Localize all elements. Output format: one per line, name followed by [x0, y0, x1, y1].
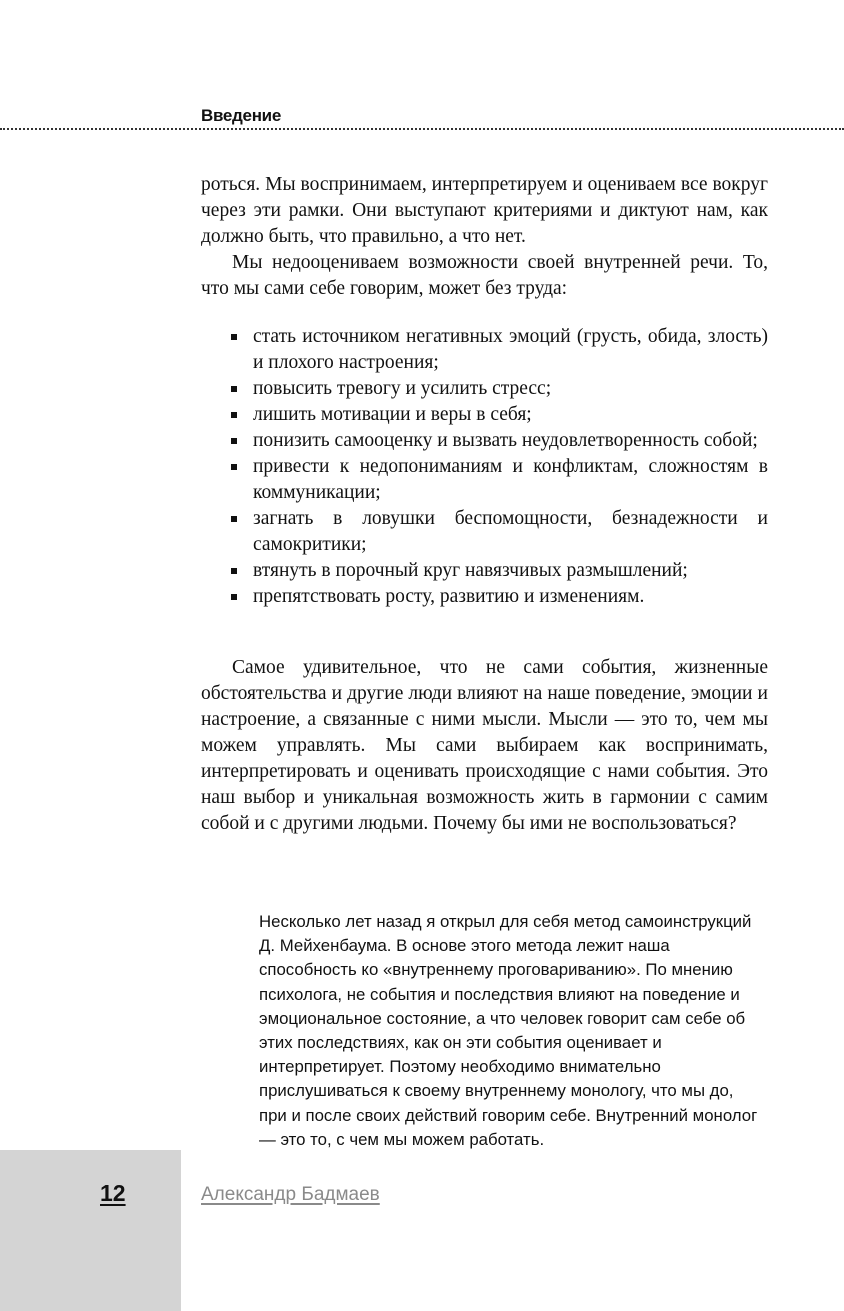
list-item: [201, 428, 768, 454]
bullet-icon: [231, 386, 237, 392]
bullet-icon: [231, 334, 237, 340]
list-item: [201, 376, 768, 402]
bullet-icon: [231, 568, 237, 574]
list-item: [201, 324, 768, 376]
header-divider: [0, 128, 844, 130]
list-item: [201, 584, 768, 610]
list-item-text: привести к недопониманиям и конфликтам, сложностям в коммуникации;: [253, 456, 768, 503]
bullet-icon: [231, 412, 237, 418]
list-item: [201, 558, 768, 584]
list-item: [201, 402, 768, 428]
list-item-text: втянуть в порочный круг навязчивых размышлений;: [253, 560, 688, 581]
list-item-text: загнать в ловушки беспомощности, безнадежности и самокритики;: [253, 508, 768, 555]
list-item-text: понизить самооценку и вызвать неудовлетворенность собой;: [253, 430, 758, 451]
paragraph-1: роться. Мы воспринимаем, интерпретируем и оцениваем все вокруг через эти рамки. Они выступают критериями и диктуют нам, как должно быть, что правильно, а что нет.: [201, 174, 768, 247]
list-item: [201, 506, 768, 558]
author-name: Александр Бадмаев: [201, 1184, 380, 1205]
page-number: 12: [100, 1180, 126, 1206]
paragraph-2: Мы недооцениваем возможности своей внутренней речи. То, что мы сами себе говорим, может без труда:: [201, 252, 768, 299]
bullet-icon: [231, 464, 237, 470]
list-item: [201, 454, 768, 506]
bullet-icon: [231, 438, 237, 444]
bullet-icon: [231, 594, 237, 600]
list-item-text: повысить тревогу и усилить стресс;: [253, 378, 552, 399]
list-item-text: препятствовать росту, развитию и изменениям.: [253, 586, 645, 607]
bullet-icon: [231, 516, 237, 522]
quote-block: Несколько лет назад я открыл для себя метод самоинструкций Д. Мейхенбаума. В основе этого метода лежит наша способность ко «внутреннему проговариванию». По мнению психолога, не события и последствия влияют на поведение и эмоциональное состояние, а что человек говорит сам себе об этих последствиях, как он эти события оценивает и интерпретирует. Поэтому необходимо внимательно прислушиваться к своему внутреннему монологу, что мы до, при и после своих действий говорим себе. Внутренний монолог — это то, с чем мы можем работать.: [259, 912, 758, 1149]
bullet-list: [201, 324, 768, 610]
paragraph-3: Самое удивительное, что не сами события, жизненные обстоятельства и другие люди влияют на наше поведение, эмоции и настроение, а связанные с ними мысли. Мысли — это то, чем мы можем управлять. Мы сами выбираем как воспринимать, интерпретировать и оценивать происходящие с нами события. Это наш выбор и уникальная возможность жить в гармонии с самим собой и с другими людьми. Почему бы ими не воспользоваться?: [201, 657, 768, 834]
list-item-text: стать источником негативных эмоций (грусть, обида, злость) и плохого настроения;: [253, 326, 768, 373]
page-number-panel: [0, 1150, 181, 1311]
section-title: Введение: [201, 106, 281, 125]
list-item-text: лишить мотивации и веры в себя;: [253, 404, 532, 425]
